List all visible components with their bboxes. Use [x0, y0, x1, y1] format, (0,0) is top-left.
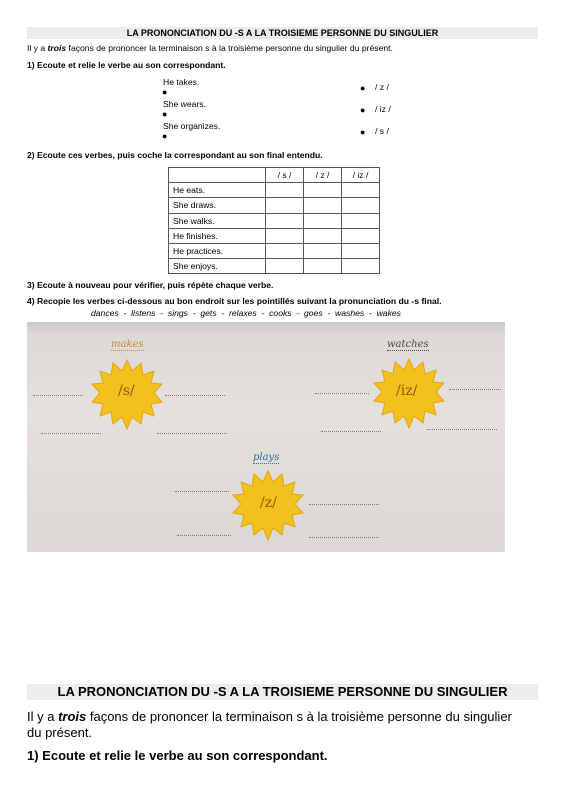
table-row: [169, 198, 380, 213]
check-cell[interactable]: [266, 183, 304, 198]
example-word: watches: [387, 339, 429, 350]
check-cell[interactable]: [266, 259, 304, 274]
table-row: [169, 213, 380, 228]
intro-after: façons de prononcer la terminaison s à la troisième personne du singulier: [86, 709, 512, 724]
check-cell[interactable]: [342, 198, 380, 213]
sound-item: / s /: [375, 126, 389, 136]
column-header: / z /: [304, 168, 342, 183]
check-cell[interactable]: [342, 243, 380, 258]
dotted-line[interactable]: [33, 394, 83, 396]
dotted-line[interactable]: [41, 432, 101, 434]
check-cell[interactable]: [266, 228, 304, 243]
intro-text: [27, 43, 393, 54]
sound-item: / iz /: [375, 104, 391, 114]
dotted-line[interactable]: [309, 503, 379, 505]
table-row: [169, 259, 380, 274]
check-cell[interactable]: [342, 228, 380, 243]
table-row: [169, 243, 380, 258]
intro-emphasis: trois: [47, 43, 67, 53]
check-cell[interactable]: [266, 213, 304, 228]
check-cell[interactable]: [304, 198, 342, 213]
dotted-line[interactable]: [175, 490, 229, 492]
table-row: [169, 183, 380, 198]
table-corner-cell: [169, 168, 266, 183]
check-cell[interactable]: [342, 183, 380, 198]
dotted-line[interactable]: [165, 394, 225, 396]
row-verb: She walks.: [169, 213, 266, 228]
verb-item: She organizes.: [163, 121, 221, 131]
check-cell[interactable]: [304, 213, 342, 228]
sun-sound-label: /iz/: [396, 383, 418, 399]
sun-sound-label: /s/: [118, 383, 135, 399]
row-verb: She draws.: [169, 198, 266, 213]
table-row: [169, 228, 380, 243]
check-cell[interactable]: [304, 183, 342, 198]
row-verb: He eats.: [169, 183, 266, 198]
intro-after: façons de prononcer la terminaison s à la troisième personne du singulier du présent.: [66, 43, 393, 53]
exercise2-heading: 2) Ecoute ces verbes, puis coche la correspondant au son final entendu.: [27, 150, 323, 160]
example-word: plays: [253, 452, 280, 463]
check-cell[interactable]: [342, 213, 380, 228]
worksheet-photo: [27, 322, 505, 552]
sun-sound-label: /z/: [260, 495, 277, 511]
dotted-line[interactable]: [157, 432, 227, 434]
table-header-row: [169, 168, 380, 183]
column-header: / iz /: [342, 168, 380, 183]
check-cell[interactable]: [342, 259, 380, 274]
row-verb: She enjoys.: [169, 259, 266, 274]
row-verb: He practices.: [169, 243, 266, 258]
check-cell[interactable]: [304, 259, 342, 274]
bullet-dot[interactable]: ●: [360, 105, 366, 115]
bullet-dot[interactable]: ●: [162, 109, 168, 119]
intro-before: Il y a: [27, 709, 59, 724]
dotted-line[interactable]: [449, 388, 501, 390]
intro-emphasis: trois: [58, 709, 87, 724]
dotted-line[interactable]: [427, 428, 497, 430]
intro-before: Il y a: [27, 43, 48, 53]
exercise4-heading: 4) Recopie les verbes ci-dessous au bon endroit sur les pointillés suivant la pronunciation du -s final.: [27, 296, 442, 306]
check-cell[interactable]: [304, 228, 342, 243]
bullet-dot[interactable]: ●: [360, 127, 366, 137]
check-cell[interactable]: [266, 243, 304, 258]
example-word: makes: [111, 339, 144, 350]
exercise1-heading: 1) Ecoute et relie le verbe au son correspondant.: [27, 60, 226, 70]
bullet-dot[interactable]: ●: [360, 83, 366, 93]
check-cell[interactable]: [304, 243, 342, 258]
dotted-line[interactable]: [315, 392, 369, 394]
verb-item: She wears.: [163, 99, 206, 109]
dotted-line[interactable]: [309, 536, 379, 538]
bullet-dot[interactable]: ●: [162, 131, 168, 141]
sound-table: [168, 167, 380, 274]
check-cell[interactable]: [266, 198, 304, 213]
sound-item: / z /: [375, 82, 389, 92]
exercise3-heading: 3) Ecoute à nouveau pour vérifier, puis répète chaque verbe.: [27, 280, 274, 290]
page-title-large: LA PRONONCIATION DU -S A LA TROISIEME PERSONNE DU SINGULIER: [27, 684, 538, 700]
column-header: / s /: [266, 168, 304, 183]
intro-line2: du présent.: [27, 725, 93, 740]
dotted-line[interactable]: [177, 534, 231, 536]
verb-item: He takes.: [163, 77, 200, 87]
dotted-line[interactable]: [321, 430, 381, 432]
bullet-dot[interactable]: ●: [162, 87, 168, 97]
row-verb: He finishes.: [169, 228, 266, 243]
word-list: dances - listens - sings - gets - relaxes - cooks - goes - washes - wakes: [91, 308, 401, 318]
intro-text-large: [27, 709, 547, 741]
exercise1-heading-large: 1) Ecoute et relie le verbe au son correspondant.: [27, 748, 328, 763]
page-title: LA PRONONCIATION DU -S A LA TROISIEME PERSONNE DU SINGULIER: [27, 27, 538, 39]
